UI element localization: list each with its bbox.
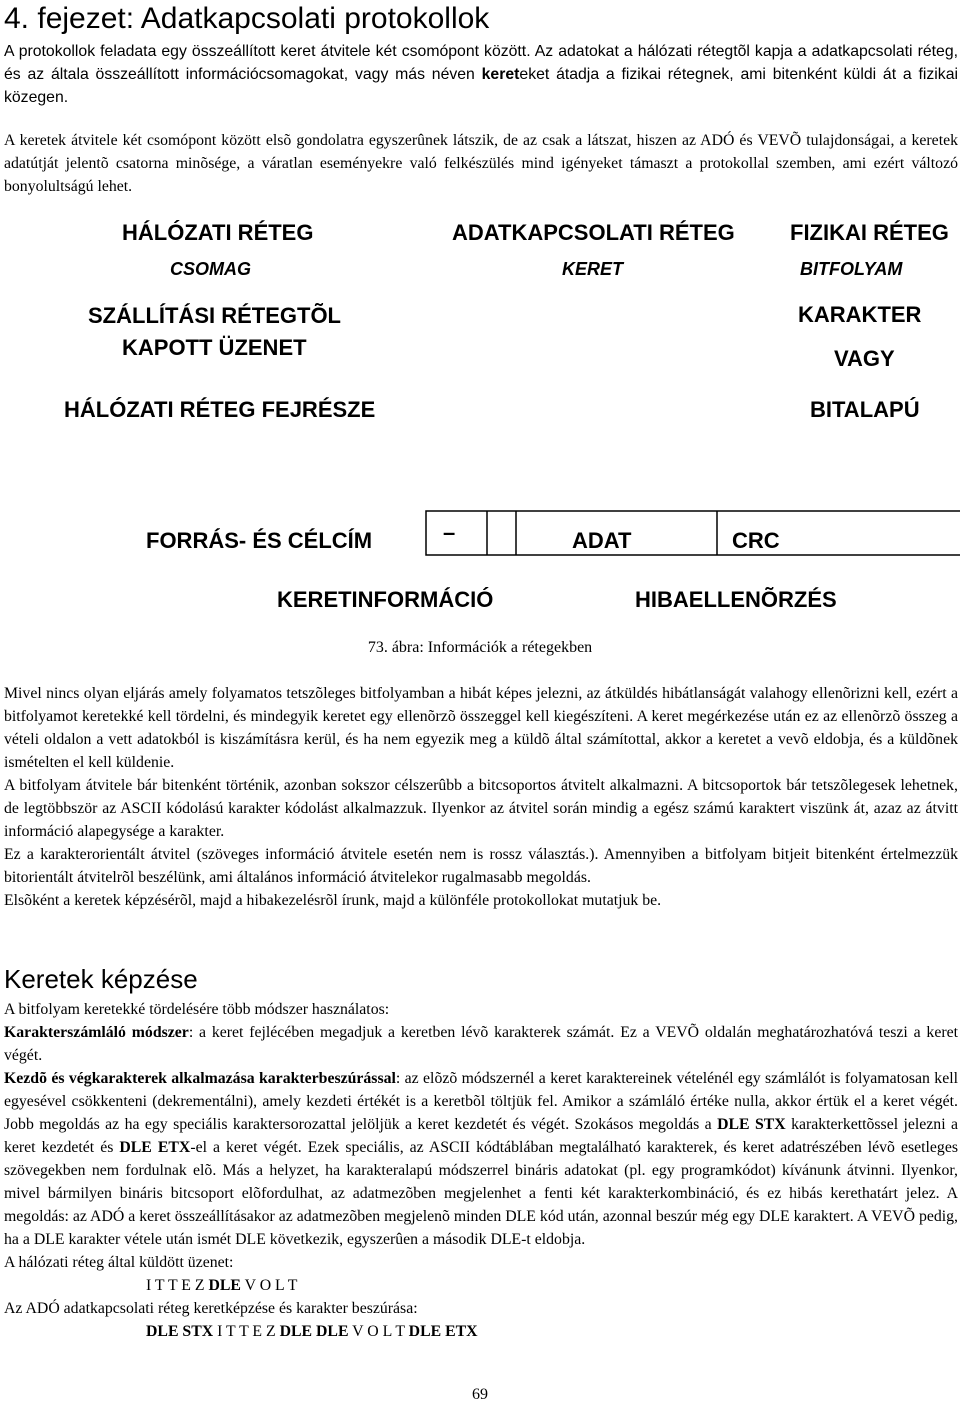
example2-e: DLE ETX — [408, 1323, 478, 1340]
intro-paragraph-2 — [4, 129, 958, 198]
method1-title: Karakterszámláló módszer — [4, 1024, 189, 1041]
frame-outline — [426, 511, 960, 555]
section2-title: Keretek képzése — [4, 964, 198, 994]
phys-line2: VAGY — [834, 346, 895, 371]
section1-p4: Elsõként a keretek képzésérõl, majd a hibakezelésrõl írunk, majd a különféle protokollokat mutatjuk be. — [4, 892, 662, 909]
method2-title: Kezdõ és végkarakterek alkalmazása karakterbeszúrással — [4, 1070, 396, 1087]
crc-label: CRC — [732, 528, 780, 553]
example2-a: DLE STX — [146, 1323, 214, 1340]
method2 — [4, 1067, 958, 1251]
col1-sub: CSOMAG — [170, 259, 251, 279]
section1-p2: A bitfolyam átvitele bár bitenként történik, azonban sokszor célszerûbb a bitcsoportos átvitelt alkalmazni. A bitcsoportok bár tetszõlegesek lehetnek, de legtöbbször az ASCII kódolású karakter kódolást alkalmazzuk. Ilyenkor az átvitel során mindig a egész számú karaktert viszünk át, azaz az átvitt információ alapegysége a karakter. — [4, 777, 958, 840]
col1-title: HÁLÓZATI RÉTEG — [122, 220, 314, 245]
page-number: 69 — [472, 1386, 488, 1403]
errcheck-label: HIBAELLENÕRZÉS — [635, 587, 837, 612]
method2-dle-stx: DLE STX — [717, 1116, 786, 1133]
frame-dash: – — [443, 520, 456, 545]
phys-line3: BITALAPÚ — [810, 397, 920, 422]
intro-text-2: A keretek átvitele két csomópont között elsõ gondolatra egyszerûnek látszik, de az csak a látszat, hiszen az ADÓ és VEVÕ tulajdonságai, a keretek adatútját jelentõ csatorna minõsége, a váratlan eseményekre való felkészülés mind igényeket támaszt a protokollal szemben, ami ezért változó bonyolultságú lehet. — [4, 132, 958, 195]
col2-title: ADATKAPCSOLATI RÉTEG — [452, 220, 735, 245]
example-intro: A hálózati réteg által küldött üzenet: — [4, 1254, 234, 1271]
intro-paragraph-1 — [4, 40, 958, 109]
intro-text-b: eket átadja a fizikai rétegnek, ami bitenként küldi át a fizikai közegen. — [4, 66, 958, 106]
frameinfo-label: KERETINFORMÁCIÓ — [277, 587, 494, 612]
example1-c: V O L T — [240, 1277, 298, 1294]
section1 — [4, 682, 958, 912]
section1-p3: Ez a karakterorientált átvitel (szöveges információ átvitele esetén nem is rossz választás.). Amennyiben a bitfolyam bitjeit bitenként értelmezzük bitorientált átvitelrõl beszélünk, ami általános információ átvitelekor rugalmasabb megoldás. — [4, 846, 958, 886]
example2-c: DLE DLE — [279, 1323, 349, 1340]
data-label: ADAT — [572, 528, 632, 553]
example2-b: I T T E Z — [213, 1323, 280, 1340]
layers-diagram — [0, 205, 960, 625]
col3-title: FIZIKAI RÉTEG — [790, 220, 949, 245]
section2 — [4, 998, 958, 1343]
method1 — [4, 1021, 958, 1067]
msg-line1: SZÁLLÍTÁSI RÉTEGTÕL — [88, 303, 341, 328]
example2-intro: Az ADÓ adatkapcsolati réteg keretképzése és karakter beszúrása: — [4, 1300, 418, 1317]
method2-text2: karakterkettõssel jelezni a keret kezdetét és — [4, 1116, 958, 1156]
method2-text: : az elõzõ módszernél a keret karaktereinek vételénél egy számlálót is folyamatosan kell egyesével csökkenteni (dekrementálni), amely kezdeti értékét is a keretbõl töltjük fel. Amikor a számláló értéke nulla, akkor értük el a keret végét. Jobb megoldás az ha egy speciális karaktersorozattal jelöljük a keret kezdetét és végét. Szokásos megoldás a — [4, 1070, 958, 1133]
example1-b: DLE — [208, 1277, 241, 1294]
layers-figure — [0, 205, 960, 675]
col3-sub: BITFOLYAM — [800, 259, 903, 279]
section1-p1: Mivel nincs olyan eljárás amely folyamatos tetszõleges bitfolyamban a hibát képes jelezni, az átküldés hibátlanságát valahogy ellenõrizni kell, ezért a bitfolyamot keretekké kell tördelni, és mindegyik keretet egy ellenõrzõ összeggel kell kiegészíteni. A keret megérkezése után ez az ellenõrzõ összeg a vételi oldalon a vett adatokból is kiszámításra kerül, és ha nem egyezik meg a küldõ által számítottal, akkor a keretet a vevõ eldobja, és a küldõnek ismételten el kell küldenie. — [4, 685, 958, 771]
msg-line2: KAPOTT ÜZENET — [122, 335, 307, 360]
figure-caption: 73. ábra: Információk a rétegekben — [367, 639, 593, 656]
intro-text-a: A protokollok feladata egy összeállított keret átvitele két csomópont között. Az adatokat a hálózati rétegtõl kapja a adatkapcsolati réteg, és az általa összeállított információcsomagokat, vagy más néven — [4, 43, 958, 83]
example1 — [4, 1274, 958, 1297]
intro-bold-keret: keret — [481, 66, 520, 83]
header-label: HÁLÓZATI RÉTEG FEJRÉSZE — [64, 397, 376, 422]
method2-text3: -el a keret végét. Ezek speciális, az ASCII kódtáblában megtalálható karakterek, és keret adatrészében lévõ esetleges szövegekben nem fordulnak elõ. Más a helyzet, ha karakteralapú módszerrel bináris adatokat (pl. egy programkódot) kívánunk átvinni. Ilyenkor, mivel bármilyen bináris bitcsoport elõfordulhat, az adatmezõben megjelenhet a fenti két karakterkombináció, és ez hibás kerethatárt jelez. A megoldás: az ADÓ a keret összeállításakor az adatmezõben megjelenõ minden DLE kód után, azonnal beszúr még egy DLE karaktert. A VEVÕ pedig, ha a DLE karakter vétele után ismét DLE következik, egyszerûen a második DLE-t eldobja. — [4, 1139, 958, 1248]
example2 — [4, 1320, 958, 1343]
method1-text: : a keret fejlécében megadjuk a keretben lévõ karakterek számát. Ez a VEVÕ oldalán meghatározhatóvá teszi a keret végét. — [4, 1024, 958, 1064]
method2-dle-etx: DLE ETX — [119, 1139, 191, 1156]
chapter-title: 4. fejezet: Adatkapcsolati protokollok — [4, 2, 490, 35]
col2-sub: KERET — [562, 259, 624, 279]
addr-label: FORRÁS- ÉS CÉLCÍM — [146, 528, 373, 553]
example2-d: V O L T — [348, 1323, 409, 1340]
phys-line1: KARAKTER — [798, 302, 922, 327]
section2-p1: A bitfolyam keretekké tördelésére több módszer használatos: — [4, 1001, 390, 1018]
example1-a: I T T E Z — [146, 1277, 209, 1294]
